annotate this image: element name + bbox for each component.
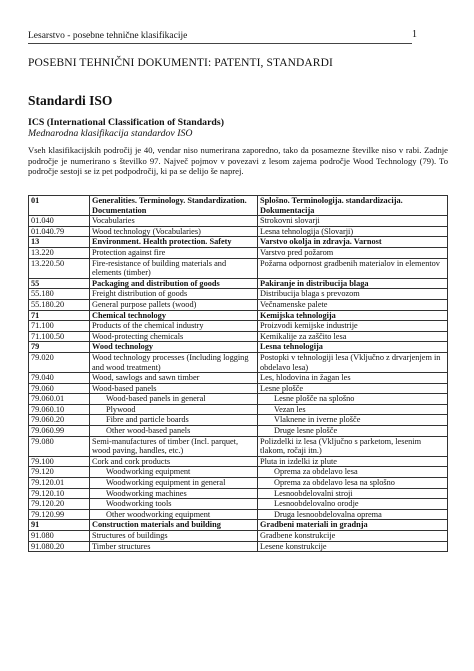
english-term-cell: Fibre and particle boards bbox=[90, 415, 258, 426]
ics-code-cell: 79.060.01 bbox=[29, 394, 90, 405]
slovene-term-cell: Lesna tehnologija bbox=[258, 342, 448, 353]
slovene-term-cell: Pakiranje in distribucija blaga bbox=[258, 278, 448, 289]
english-term-cell: Freight distribution of goods bbox=[90, 289, 258, 300]
english-term-cell: General purpose pallets (wood) bbox=[90, 299, 258, 310]
table-row bbox=[29, 373, 448, 384]
english-term-cell: Semi-manufactures of timber (Incl. parquet, wood paving, handles, etc.) bbox=[90, 436, 258, 456]
ics-code-cell: 79.120.01 bbox=[29, 478, 90, 489]
table-row bbox=[29, 226, 448, 237]
table-row bbox=[29, 247, 448, 258]
english-term-cell: Packaging and distribution of goods bbox=[90, 278, 258, 289]
english-term-cell: Protection against fire bbox=[90, 247, 258, 258]
ics-code-cell: 01.040.79 bbox=[29, 226, 90, 237]
slovene-term-cell: Les, hlodovina in žagan les bbox=[258, 373, 448, 384]
document-title: POSEBNI TEHNIČNI DOKUMENTI: PATENTI, STANDARDI bbox=[28, 57, 333, 69]
english-term-cell: Woodworking machines bbox=[90, 488, 258, 499]
slovene-term-cell: Distribucija blaga s prevozom bbox=[258, 289, 448, 300]
english-term-cell: Wood-protecting chemicals bbox=[90, 331, 258, 342]
ics-code-cell: 71.100.50 bbox=[29, 331, 90, 342]
ics-code-cell: 79.080 bbox=[29, 436, 90, 456]
slovene-term-cell: Kemikalije za zaščito lesa bbox=[258, 331, 448, 342]
table-row bbox=[29, 499, 448, 510]
subsection-subtitle: Mednarodna klasifikacija standardov ISO bbox=[28, 128, 193, 139]
ics-code-cell: 13.220 bbox=[29, 247, 90, 258]
ics-code-cell: 79.040 bbox=[29, 373, 90, 384]
table-row bbox=[29, 467, 448, 478]
slovene-term-cell: Oprema za obdelavo lesa na splošno bbox=[258, 478, 448, 489]
slovene-term-cell: Lesnoobdelovalni stroji bbox=[258, 488, 448, 499]
english-term-cell: Wood-based panels in general bbox=[90, 394, 258, 405]
english-term-cell: Structures of buildings bbox=[90, 531, 258, 542]
slovene-term-cell: Vezan les bbox=[258, 404, 448, 415]
english-term-cell: Chemical technology bbox=[90, 310, 258, 321]
ics-code-cell: 79 bbox=[29, 342, 90, 353]
slovene-term-cell: Postopki v tehnologiji lesa (Vključno z drvarjenjem in obdelavo lesa) bbox=[258, 352, 448, 372]
slovene-term-cell: Gradbene konstrukcije bbox=[258, 531, 448, 542]
slovene-term-cell: Gradbeni materiali in gradnja bbox=[258, 520, 448, 531]
english-term-cell: Woodworking equipment in general bbox=[90, 478, 258, 489]
ics-code-cell: 91 bbox=[29, 520, 90, 531]
ics-code-cell: 79.060.10 bbox=[29, 404, 90, 415]
ics-code-cell: 79.060 bbox=[29, 383, 90, 394]
subsection-title: ICS (International Classification of Standards) bbox=[28, 117, 224, 128]
page-number: 1 bbox=[412, 29, 417, 40]
slovene-term-cell: Varstvo pred požarom bbox=[258, 247, 448, 258]
ics-code-cell: 01 bbox=[29, 196, 90, 216]
ics-code-cell: 79.100 bbox=[29, 456, 90, 467]
ics-code-cell: 79.020 bbox=[29, 352, 90, 372]
ics-code-cell: 91.080.20 bbox=[29, 541, 90, 552]
table-section-row bbox=[29, 237, 448, 248]
english-term-cell: Wood technology processes (Including logging and wood treatment) bbox=[90, 352, 258, 372]
table-row bbox=[29, 478, 448, 489]
ics-code-cell: 79.120.10 bbox=[29, 488, 90, 499]
table-row bbox=[29, 352, 448, 372]
slovene-term-cell: Lesna tehnologija (Slovarji) bbox=[258, 226, 448, 237]
table-row bbox=[29, 488, 448, 499]
english-term-cell: Wood technology bbox=[90, 342, 258, 353]
ics-code-cell: 55.180.20 bbox=[29, 299, 90, 310]
english-term-cell: Environment. Health protection. Safety bbox=[90, 237, 258, 248]
slovene-term-cell: Lesene konstrukcije bbox=[258, 541, 448, 552]
slovene-term-cell: Proizvodi kemijske industrije bbox=[258, 321, 448, 332]
english-term-cell: Cork and cork products bbox=[90, 456, 258, 467]
slovene-term-cell: Požarna odpornost gradbenih materialov in elementov bbox=[258, 258, 448, 278]
slovene-term-cell: Lesne plošče bbox=[258, 383, 448, 394]
ics-classification-table bbox=[28, 195, 448, 552]
slovene-term-cell: Lesne plošče na splošno bbox=[258, 394, 448, 405]
ics-code-cell: 79.060.20 bbox=[29, 415, 90, 426]
table-section-row bbox=[29, 196, 448, 216]
ics-code-cell: 13 bbox=[29, 237, 90, 248]
slovene-term-cell: Vlaknene in iverne plošče bbox=[258, 415, 448, 426]
slovene-term-cell: Varstvo okolja in zdravja. Varnost bbox=[258, 237, 448, 248]
slovene-term-cell: Kemijska tehnologija bbox=[258, 310, 448, 321]
english-term-cell: Woodworking tools bbox=[90, 499, 258, 510]
ics-code-cell: 13.220.50 bbox=[29, 258, 90, 278]
table-section-row bbox=[29, 520, 448, 531]
table-row bbox=[29, 299, 448, 310]
ics-code-cell: 79.120 bbox=[29, 467, 90, 478]
table-row bbox=[29, 216, 448, 227]
ics-code-cell: 71 bbox=[29, 310, 90, 321]
table-row bbox=[29, 258, 448, 278]
table-row bbox=[29, 509, 448, 520]
table-row bbox=[29, 404, 448, 415]
table-section-row bbox=[29, 342, 448, 353]
english-term-cell: Woodworking equipment bbox=[90, 467, 258, 478]
ics-code-cell: 55.180 bbox=[29, 289, 90, 300]
slovene-term-cell: Druga lesnoobdelovalna oprema bbox=[258, 509, 448, 520]
english-term-cell: Construction materials and building bbox=[90, 520, 258, 531]
running-header: Lesarstvo - posebne tehnične klasifikacije bbox=[28, 30, 412, 44]
english-term-cell: Generalities. Terminology. Standardization. Documentation bbox=[90, 196, 258, 216]
table-row bbox=[29, 541, 448, 552]
slovene-term-cell: Strokovni slovarji bbox=[258, 216, 448, 227]
english-term-cell: Vocabularies bbox=[90, 216, 258, 227]
english-term-cell: Wood-based panels bbox=[90, 383, 258, 394]
slovene-term-cell: Oprema za obdelavo lesa bbox=[258, 467, 448, 478]
slovene-term-cell: Večnamenske palete bbox=[258, 299, 448, 310]
english-term-cell: Other woodworking equipment bbox=[90, 509, 258, 520]
table-row bbox=[29, 436, 448, 456]
slovene-term-cell: Pluta in izdelki iz plute bbox=[258, 456, 448, 467]
intro-paragraph: Vseh klasifikacijskih področij je 40, vendar niso numerirana zaporedno, tako da posamezne številke niso v rabi. Zadnje področje je numerirano s številko 97. Največ pojmov v povezavi z lesom zajema področje Wood Technology (79). To področje sestoji se iz pet podpodročij, ki pa se delijo še naprej. bbox=[28, 145, 448, 177]
slovene-term-cell: Druge lesne plošče bbox=[258, 426, 448, 437]
table-row bbox=[29, 321, 448, 332]
table-body bbox=[29, 196, 448, 552]
ics-code-cell: 79.120.99 bbox=[29, 509, 90, 520]
ics-code-cell: 91.080 bbox=[29, 531, 90, 542]
table-row bbox=[29, 331, 448, 342]
ics-code-cell: 79.060.99 bbox=[29, 426, 90, 437]
slovene-term-cell: Polizdelki iz lesa (Vključno s parketom, lesenim tlakom, ročaji itn.) bbox=[258, 436, 448, 456]
table-section-row bbox=[29, 310, 448, 321]
english-term-cell: Plywood bbox=[90, 404, 258, 415]
section-title: Standardi ISO bbox=[28, 93, 113, 108]
english-term-cell: Fire-resistance of building materials and elements (timber) bbox=[90, 258, 258, 278]
table-row bbox=[29, 531, 448, 542]
ics-code-cell: 79.120.20 bbox=[29, 499, 90, 510]
english-term-cell: Other wood-based panels bbox=[90, 426, 258, 437]
table-row bbox=[29, 415, 448, 426]
table-row bbox=[29, 394, 448, 405]
ics-code-cell: 71.100 bbox=[29, 321, 90, 332]
english-term-cell: Wood technology (Vocabularies) bbox=[90, 226, 258, 237]
slovene-term-cell: Splošno. Terminologija. standardizacija. Dokumentacija bbox=[258, 196, 448, 216]
table-row bbox=[29, 426, 448, 437]
english-term-cell: Timber structures bbox=[90, 541, 258, 552]
english-term-cell: Products of the chemical industry bbox=[90, 321, 258, 332]
english-term-cell: Wood, sawlogs and sawn timber bbox=[90, 373, 258, 384]
table-row bbox=[29, 289, 448, 300]
slovene-term-cell: Lesnoobdelovalno orodje bbox=[258, 499, 448, 510]
ics-code-cell: 01.040 bbox=[29, 216, 90, 227]
ics-code-cell: 55 bbox=[29, 278, 90, 289]
table-row bbox=[29, 383, 448, 394]
table-section-row bbox=[29, 278, 448, 289]
table-row bbox=[29, 456, 448, 467]
